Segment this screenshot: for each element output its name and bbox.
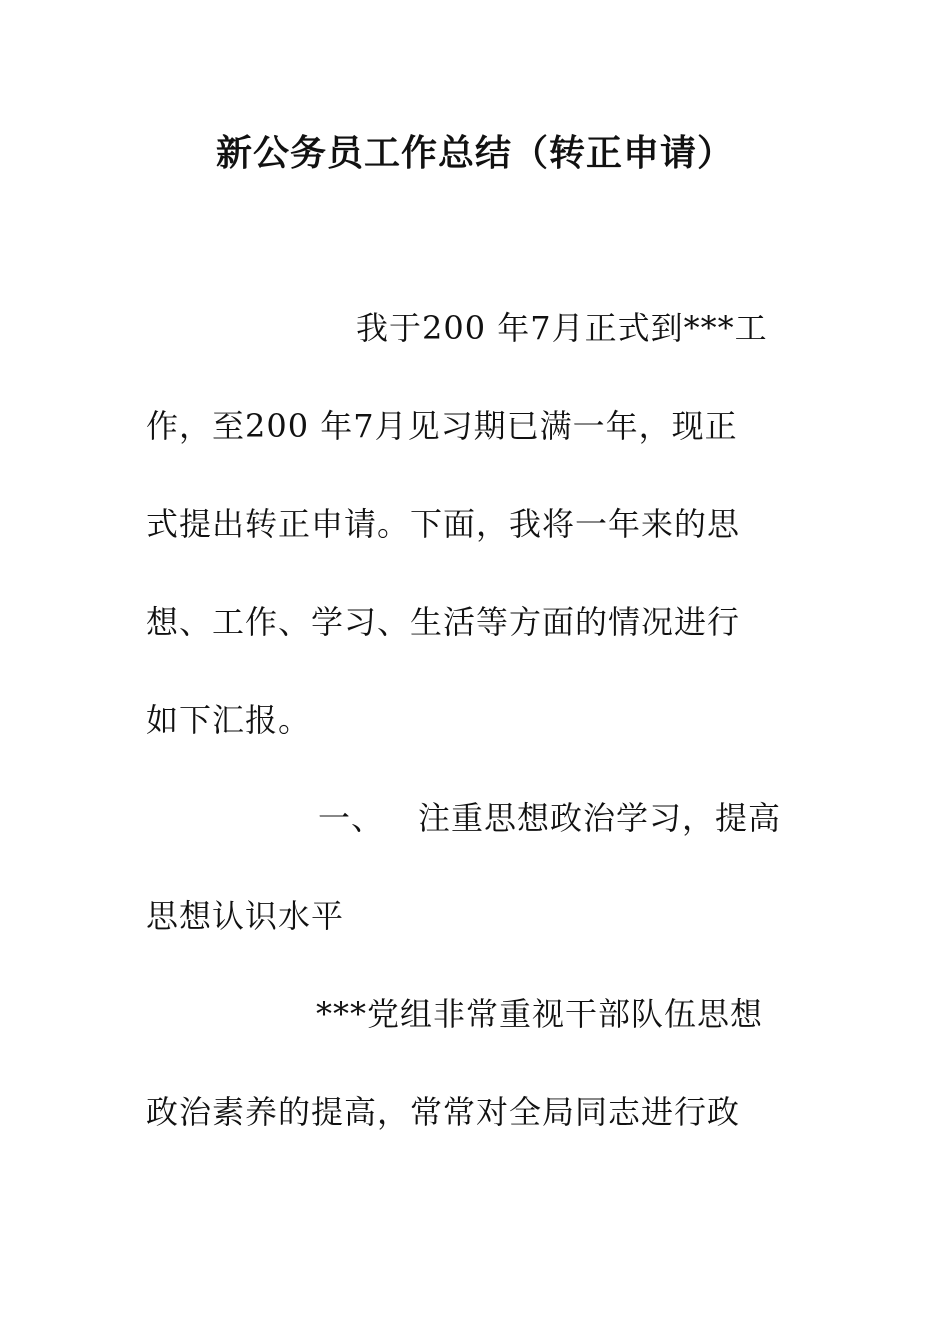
document-title: 新公务员工作总结（转正申请） xyxy=(215,133,734,174)
paragraph-1-line-5: 如下汇报。 xyxy=(146,701,312,739)
section-1-number: 一、 xyxy=(318,799,385,837)
paragraph-1-line-1: 我于200 年7月正式到***工 xyxy=(356,309,768,347)
paragraph-1-line-4: 想、工作、学习、生活等方面的情况进行 xyxy=(146,603,741,641)
section-1-heading-line-1: 注重思想政治学习，提高 xyxy=(418,799,782,837)
paragraph-2-line-2: 政治素养的提高，常常对全局同志进行政 xyxy=(146,1093,741,1131)
paragraph-1-line-2: 作，至200 年7月见习期已满一年，现正 xyxy=(146,407,738,445)
section-1-heading xyxy=(318,794,950,842)
section-1-heading-line-2: 思想认识水平 xyxy=(146,897,345,935)
paragraph-2-line-1: ***党组非常重视干部队伍思想 xyxy=(316,995,764,1033)
paragraph-1-line-3: 式提出转正申请。下面，我将一年来的思 xyxy=(146,505,741,543)
